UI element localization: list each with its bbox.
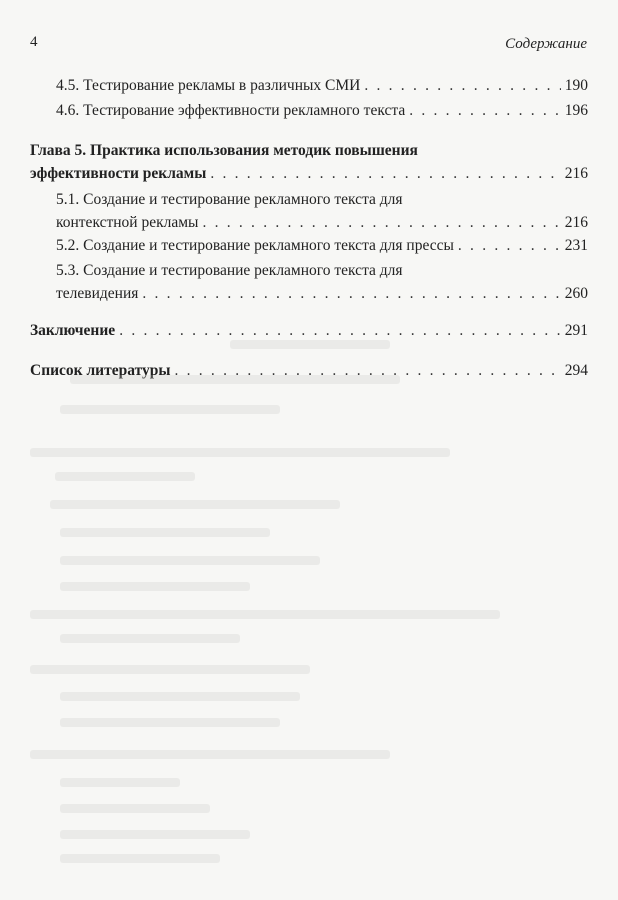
leader-dots — [174, 361, 560, 381]
toc-entry-5-2[interactable] — [56, 236, 588, 256]
leader-dots — [364, 76, 560, 96]
toc-entry-title: 4.5. Тестирование рекламы в различных СМИ — [56, 77, 361, 94]
running-title: Содержание — [505, 36, 587, 52]
toc-entry-4-5[interactable] — [56, 76, 588, 96]
toc-entry-page: 190 — [564, 77, 588, 94]
toc-entry-title: телевидения — [56, 285, 139, 302]
toc-entry-page: 216 — [564, 165, 588, 182]
leader-dots — [210, 164, 560, 184]
toc-entry-title: эффективности рекламы — [30, 165, 207, 182]
leader-dots — [458, 236, 561, 256]
toc-entry-page: 294 — [564, 362, 588, 379]
toc-entry-bibliography[interactable] — [30, 361, 588, 381]
page-number: 4 — [30, 34, 38, 50]
toc-entry-title: 5.2. Создание и тестирование рекламного текста для прессы — [56, 237, 454, 254]
toc-entry-5-1-line1[interactable]: 5.1. Создание и тестирование рекламного текста для — [56, 191, 403, 208]
toc-entry-page: 260 — [564, 285, 588, 302]
toc-entry-title: Заключение — [30, 322, 116, 339]
toc-entry-title: контекстной рекламы — [56, 214, 199, 231]
leader-dots — [119, 321, 561, 341]
toc-entry-5-1[interactable] — [56, 213, 588, 233]
toc-entry-page: 196 — [564, 102, 588, 119]
toc-entry-title: 4.6. Тестирование эффективности рекламного текста — [56, 102, 406, 119]
toc-entry-5-3[interactable] — [56, 284, 588, 304]
toc-entry-5-3-line1[interactable]: 5.3. Создание и тестирование рекламного текста для — [56, 262, 403, 279]
leader-dots — [409, 101, 561, 121]
toc-entry-4-6[interactable] — [56, 101, 588, 121]
toc-entry-conclusion[interactable] — [30, 321, 588, 341]
toc-entry-page: 216 — [564, 214, 588, 231]
toc-chapter-5[interactable] — [30, 164, 588, 184]
leader-dots — [202, 213, 560, 233]
toc-entry-page: 231 — [564, 237, 588, 254]
toc-entry-title: Список литературы — [30, 362, 171, 379]
toc-entry-page: 291 — [564, 322, 588, 339]
leader-dots — [142, 284, 560, 304]
toc-chapter-5-title-line1[interactable]: Глава 5. Практика использования методик повышения — [30, 142, 418, 159]
